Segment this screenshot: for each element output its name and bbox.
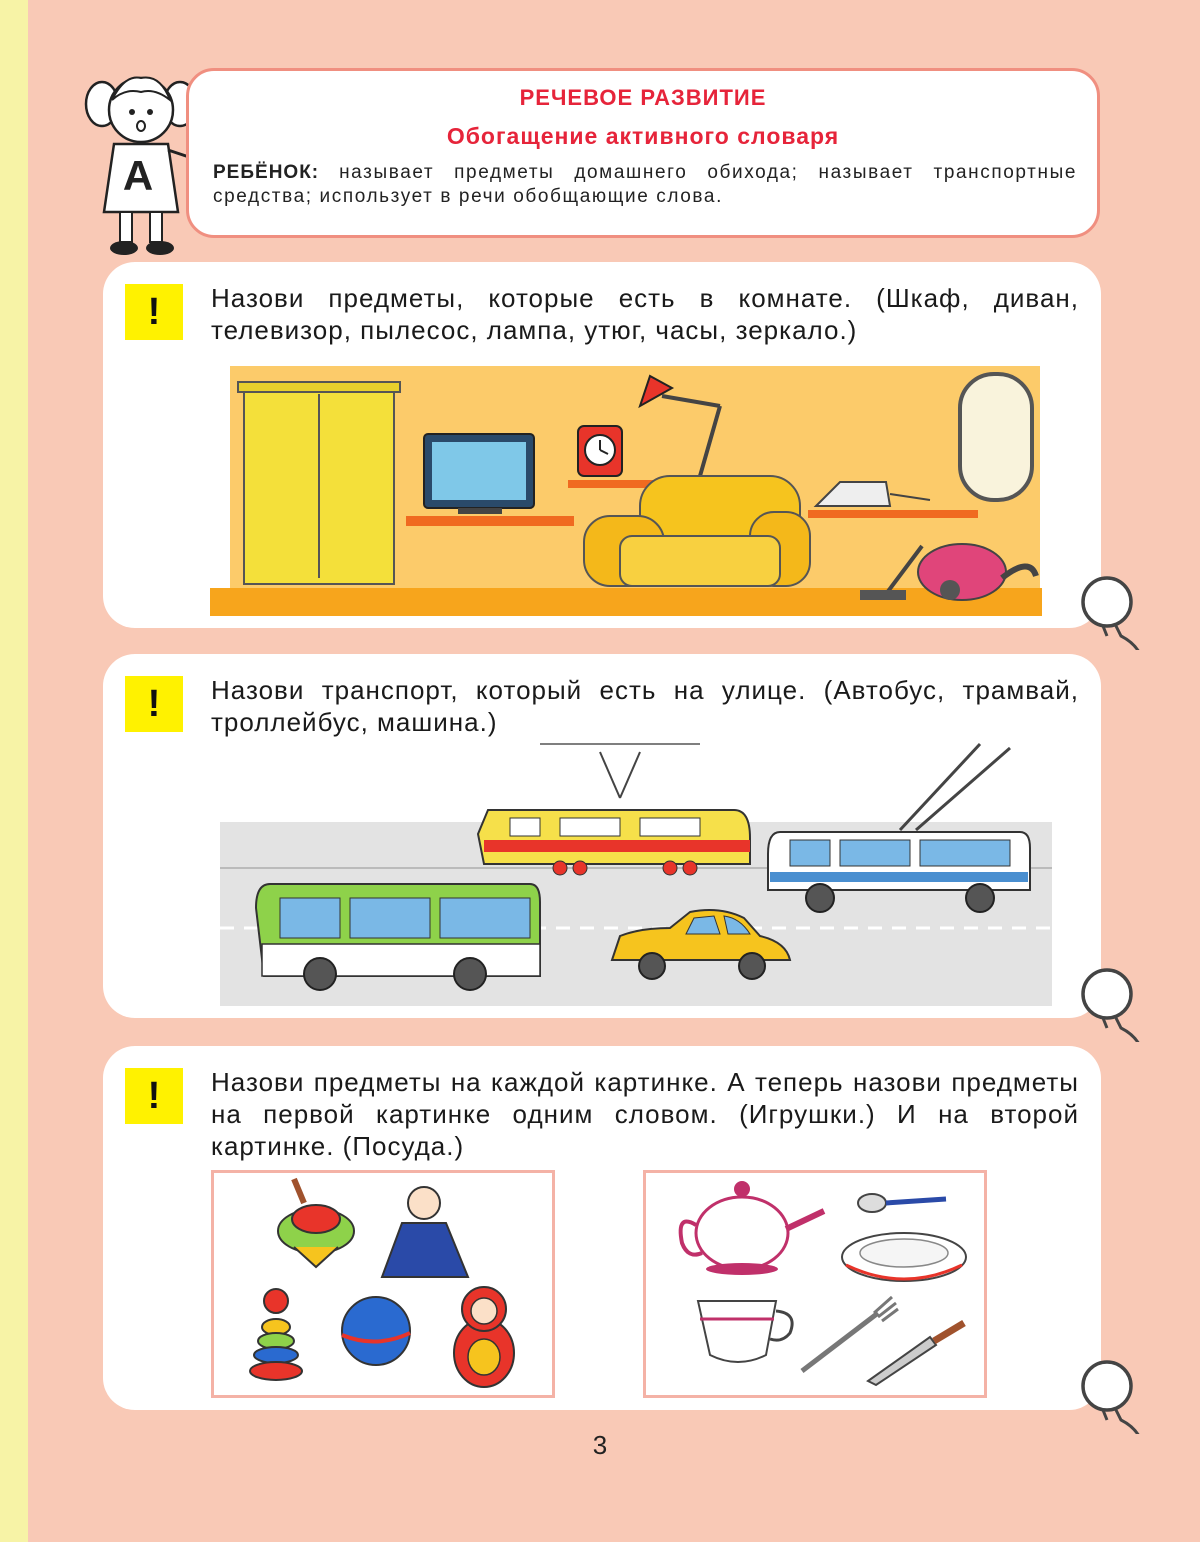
exclamation-icon: ! <box>125 284 183 340</box>
street-transport-illustration <box>200 738 1056 1010</box>
ball-icon <box>342 1297 410 1365</box>
section-header <box>186 68 1100 238</box>
mirror-icon <box>960 374 1032 500</box>
learning-goal-text: называет предметы домашнего обихода; называет транспортные средства; использует в речи обобщающие слова. <box>213 162 1077 207</box>
dishes-picture-frame <box>643 1170 987 1398</box>
wardrobe-icon <box>238 382 400 584</box>
mascot-letter: А <box>122 152 154 199</box>
room-furniture-illustration <box>210 366 1042 616</box>
section-title: РЕЧЕВОЕ РАЗВИТИЕ <box>519 85 767 110</box>
exclamation-icon: ! <box>125 1068 183 1124</box>
task-text-transport: Назови транспорт, который есть на улице. (Автобус, трамвай, троллейбус, машина.) <box>211 675 1079 737</box>
spoon-icon <box>858 1194 946 1212</box>
fork-icon <box>802 1297 898 1371</box>
task-card-generalizing-words <box>103 1046 1101 1410</box>
task-text-generalizing-words: Назови предметы на каждой картинке. А теперь назови предметы на первой картинке одним словом. (Игрушки.) И на второй картинке. (Посуда.) <box>211 1067 1079 1161</box>
clock-icon <box>578 426 622 476</box>
task-card-transport <box>103 654 1101 1018</box>
left-margin-strip <box>0 0 28 1542</box>
toys-picture-frame <box>211 1170 555 1398</box>
toys-illustration <box>214 1173 552 1395</box>
magnifier-icon <box>1079 566 1145 650</box>
page-number: 3 <box>592 1430 608 1460</box>
cup-icon <box>698 1301 792 1362</box>
learning-goal-label: РЕБЁНОК: <box>213 162 320 183</box>
matryoshka-icon <box>454 1287 514 1387</box>
knife-icon <box>868 1323 964 1385</box>
spinning-top-icon <box>278 1179 354 1267</box>
pyramid-toy-icon <box>250 1289 302 1380</box>
dishes-illustration <box>646 1173 984 1395</box>
task-card-room <box>103 262 1101 628</box>
tram-icon <box>478 744 750 875</box>
plate-icon <box>842 1233 966 1281</box>
magnifier-icon <box>1079 1350 1145 1434</box>
section-subtitle: Обогащение активного словаря <box>446 123 840 149</box>
mascot-girl-icon <box>80 62 202 260</box>
tv-icon <box>424 434 534 514</box>
learning-goal <box>213 161 1077 209</box>
bus-icon <box>256 884 540 990</box>
task-text-room: Назови предметы, которые есть в комнате. (Шкаф, диван, телевизор, пылесос, лампа, утюг, часы, зеркало.) <box>211 283 1079 345</box>
teapot-icon <box>681 1181 824 1275</box>
magnifier-icon <box>1079 958 1145 1042</box>
exclamation-icon: ! <box>125 676 183 732</box>
doll-icon <box>382 1187 468 1277</box>
